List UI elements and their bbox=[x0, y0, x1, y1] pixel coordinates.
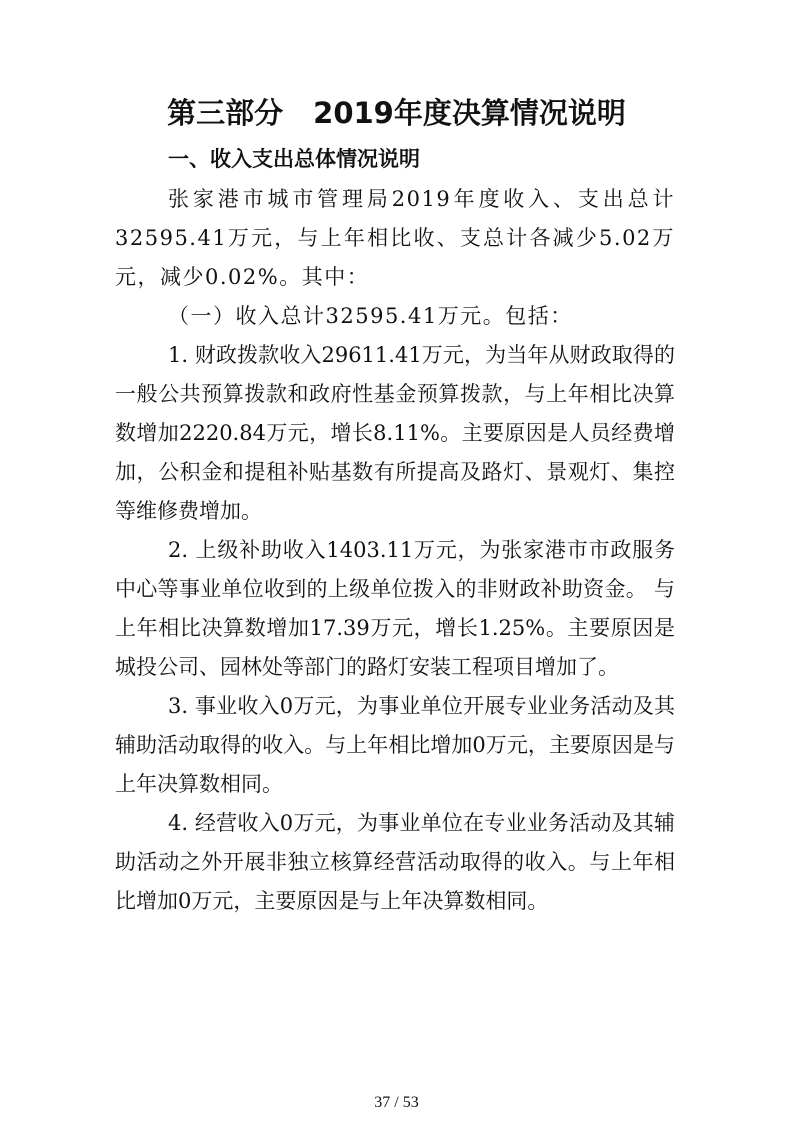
document-body bbox=[115, 180, 675, 921]
section-heading: 一、收入支出总体情况说明 bbox=[168, 147, 420, 171]
paragraph-income-total: （一）收入总计32595.41万元。包括： bbox=[168, 304, 573, 328]
paragraph-summary: 张家港市城市管理局2019年度收入、支出总计32595.41万元，与上年相比收、支总计各减少5.02万元，减少0.02%。其中： bbox=[115, 187, 675, 289]
paragraph-higher-subsidy: 2. 上级补助收入1403.11万元，为张家港市市政服务中心等事业单位收到的上级单位拨入的非财政补助资金。 与上年相比决算数增加17.39万元，增长1.25%。主要原因是城投公司、园林处等部门的路灯安装工程项目增加了。 bbox=[115, 538, 675, 679]
paragraph-operating-income: 4. 经营收入0万元，为事业单位在专业业务活动及其辅助活动之外开展非独立核算经营活动取得的收入。与上年相比增加0万元，主要原因是与上年决算数相同。 bbox=[115, 811, 675, 913]
page-title bbox=[0, 93, 793, 133]
paragraph-business-income: 3. 事业收入0万元，为事业单位开展专业业务活动及其辅助活动取得的收入。与上年相比增加0万元，主要原因是与上年决算数相同。 bbox=[115, 694, 675, 796]
title-main: 2019年度决算情况说明 bbox=[313, 96, 626, 130]
title-part: 第三部分 bbox=[167, 96, 284, 130]
page-number: 37 / 53 bbox=[374, 1094, 419, 1111]
paragraph-fiscal-appropriation: 1. 财政拨款收入29611.41万元，为当年从财政取得的一般公共预算拨款和政府性基金预算拨款，与上年相比决算数增加2220.84万元，增长8.11%。主要原因是人员经费增加，公积金和提租补贴基数有所提高及路灯、景观灯、集控等维修费增加。 bbox=[115, 343, 675, 523]
